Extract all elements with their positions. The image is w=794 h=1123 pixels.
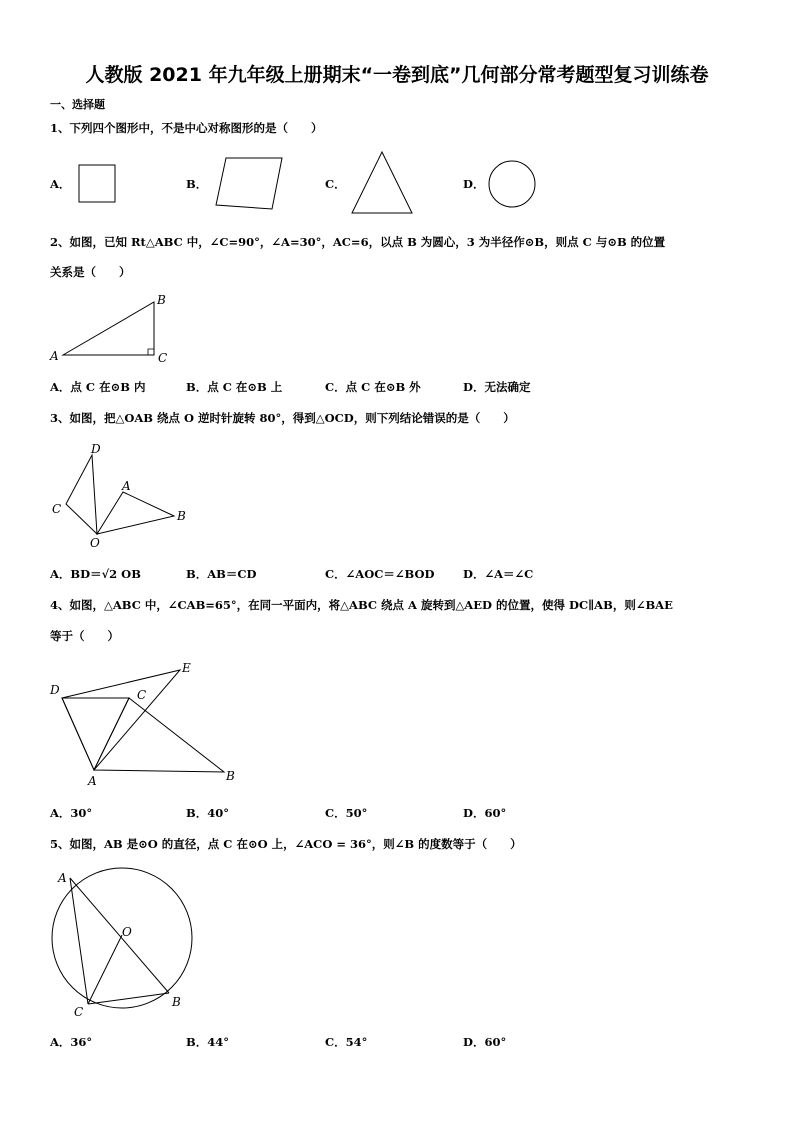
question-1-option-d: D． xyxy=(463,177,485,191)
question-1-option-b: B． xyxy=(186,177,208,191)
q4-label-b: B xyxy=(226,769,235,783)
q5-label-c: C xyxy=(74,1005,84,1019)
section-heading: 一、选择题 xyxy=(50,98,105,111)
question-5-option-d: D．60° xyxy=(463,1035,507,1049)
question-3-option-c: C．∠AOC＝∠BOD xyxy=(325,567,435,581)
q3-label-b: B xyxy=(177,509,186,523)
question-2-stem-line2: 关系是（ ） xyxy=(50,265,131,279)
square-shape xyxy=(78,164,118,204)
q4-label-c: C xyxy=(137,688,147,702)
question-2-figure xyxy=(48,290,178,370)
triangle-shape xyxy=(350,150,416,216)
question-5-stem: 5、如图，AB 是⊙O 的直径，点 C 在⊙O 上，∠ACO = 36°，则∠B 的度数等于（ ） xyxy=(50,837,522,851)
question-3-figure xyxy=(48,440,198,552)
question-5-option-c: C．54° xyxy=(325,1035,368,1049)
question-5-figure xyxy=(42,866,212,1026)
q2-label-a: A xyxy=(50,349,59,363)
question-1-option-a: A． xyxy=(50,177,71,191)
question-4-stem-line2: 等于（ ） xyxy=(50,629,119,643)
question-2-option-a: A．点 C 在⊙B 内 xyxy=(50,380,146,394)
question-4-stem-line1: 4、如图，△ABC 中，∠CAB=65°，在同一平面内，将△ABC 绕点 A 旋转到△AED 的位置，使得 DC∥AB，则∠BAE xyxy=(50,598,673,612)
q5-label-a: A xyxy=(58,871,67,885)
question-3-option-b: B．AB＝CD xyxy=(186,567,257,581)
question-4-option-c: C．50° xyxy=(325,806,368,820)
q5-label-b: B xyxy=(172,995,181,1009)
question-3-stem: 3、如图，把△OAB 绕点 O 逆时针旋转 80°，得到△OCD，则下列结论错误的是（ ） xyxy=(50,411,515,425)
q3-label-d: D xyxy=(91,442,101,456)
question-2-option-d: D．无法确定 xyxy=(463,380,531,394)
q5-label-o: O xyxy=(122,925,132,939)
q3-label-c: C xyxy=(52,502,62,516)
question-4-option-b: B．40° xyxy=(186,806,229,820)
q4-label-e: E xyxy=(182,661,191,675)
question-2-option-b: B．点 C 在⊙B 上 xyxy=(186,380,283,394)
q4-label-d: D xyxy=(50,683,60,697)
question-4-option-a: A．30° xyxy=(50,806,93,820)
question-3-option-a: A．BD＝√2 OB xyxy=(50,567,141,581)
circle-shape xyxy=(488,160,538,210)
question-4-figure xyxy=(48,658,248,788)
q2-label-c: C xyxy=(158,351,168,365)
question-1-stem: 1、下列四个图形中，不是中心对称图形的是（ ） xyxy=(50,121,323,135)
q3-label-a: A xyxy=(122,479,131,493)
question-3-option-d: D．∠A＝∠C xyxy=(463,567,534,581)
page-title: 人教版 2021 年九年级上册期末“一卷到底”几何部分常考题型复习训练卷 xyxy=(85,64,709,86)
parallelogram-shape xyxy=(214,157,284,212)
question-5-option-b: B．44° xyxy=(186,1035,229,1049)
q4-label-a: A xyxy=(88,774,97,788)
q2-label-b: B xyxy=(157,293,166,307)
question-5-option-a: A．36° xyxy=(50,1035,93,1049)
question-4-option-d: D．60° xyxy=(463,806,507,820)
question-2-option-c: C．点 C 在⊙B 外 xyxy=(325,380,421,394)
question-1-option-c: C． xyxy=(325,177,346,191)
question-2-stem-line1: 2、如图，已知 Rt△ABC 中，∠C=90°，∠A=30°，AC=6，以点 B 为圆心，3 为半径作⊙B，则点 C 与⊙B 的位置 xyxy=(50,235,666,249)
q3-label-o: O xyxy=(90,536,100,550)
